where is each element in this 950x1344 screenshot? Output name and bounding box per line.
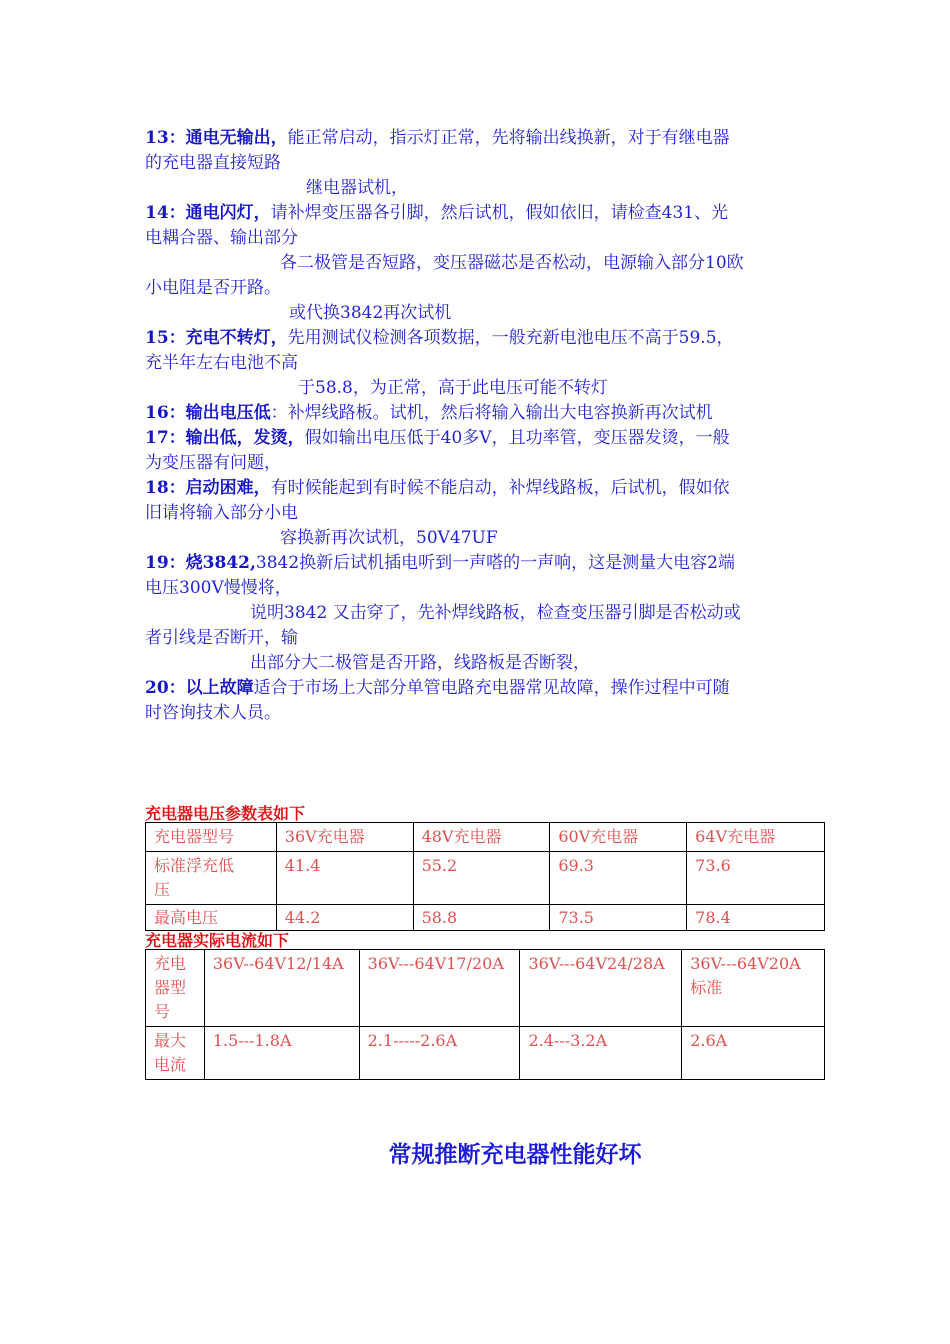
item-19-line-5: 出部分大二极管是否开路，线路板是否断裂， [250, 653, 590, 673]
table-cell: 36V--64V12/14A [204, 950, 359, 1027]
cell-line: 标准浮充低 [154, 856, 235, 875]
item-18-line-2: 旧请将输入部分小电 [145, 503, 298, 523]
table-cell: 最高电压 [146, 905, 277, 931]
item-19-line-2: 电压300V慢慢将， [145, 578, 292, 598]
item-14-text: 请补焊变压器各引脚，然后试机，假如依旧，请检查431、光 [270, 203, 729, 223]
item-16-label: 16：输出电压低 [145, 403, 271, 423]
table-row [146, 950, 825, 1027]
item-13-text: 能正常启动，指示灯正常，先将输出线换新，对于有继电器 [287, 128, 730, 148]
table-cell: 44.2 [276, 905, 413, 931]
table-row [146, 852, 825, 905]
table-cell: 58.8 [413, 905, 550, 931]
voltage-table [145, 822, 825, 931]
item-13-line-3: 继电器试机， [306, 178, 408, 198]
item-15-line-2: 充半年左右电池不高 [145, 353, 298, 373]
current-table [145, 949, 825, 1080]
table-cell [146, 852, 277, 905]
item-13-line-2: 的充电器直接短路 [145, 153, 281, 173]
table-cell: 48V充电器 [413, 823, 550, 852]
table-cell: 78.4 [687, 905, 825, 931]
item-18-text: 有时候能起到有时候不能启动，补焊线路板，后试机，假如依 [270, 478, 730, 498]
table-cell: 73.6 [687, 852, 825, 905]
item-19-line-4: 者引线是否断开，输 [145, 628, 298, 648]
item-19-line-1 [145, 551, 735, 575]
table1-title: 充电器电压参数表如下 [145, 804, 306, 823]
item-15-line-1 [145, 326, 734, 350]
item-14-line-1 [145, 201, 728, 225]
table-row [146, 1027, 825, 1080]
table-cell: 2.4---3.2A [520, 1027, 682, 1080]
item-17-line-2: 为变压器有问题， [145, 453, 281, 473]
item-16-text: ：补焊线路板。试机，然后将输入输出大电容换新再次试机 [270, 403, 713, 423]
item-17-text: 假如输出电压低于40多V，且功率管，变压器发烫，一般 [304, 428, 730, 448]
cell-line: 标准 [690, 978, 723, 997]
table-cell: 36V---64V17/20A [359, 950, 520, 1027]
item-20-line-1 [145, 676, 730, 700]
table-cell: 36V---64V24/28A [520, 950, 682, 1027]
table-cell: 2.6A [682, 1027, 825, 1080]
table-cell: 1.5---1.8A [204, 1027, 359, 1080]
item-20-label: 20：以上故障 [145, 678, 254, 698]
item-18-label: 18：启动困难， [145, 478, 271, 498]
cell-line: 最大 [154, 1031, 187, 1050]
item-13-line-1 [145, 126, 730, 150]
table-row [146, 905, 825, 931]
item-17-label: 17：输出低，发烫， [145, 428, 305, 448]
table2-title: 充电器实际电流如下 [145, 931, 290, 950]
item-19-text: 3842换新后试机插电听到一声嗒的一声响，这是测量大电容2端 [255, 553, 735, 573]
table-cell: 73.5 [550, 905, 687, 931]
table-cell [146, 1027, 205, 1080]
table-cell: 64V充电器 [687, 823, 825, 852]
cell-line: 压 [154, 880, 171, 899]
item-15-line-3: 于58.8，为正常，高于此电压可能不转灯 [298, 378, 608, 398]
table-cell [146, 950, 205, 1027]
cell-line: 充电 [154, 954, 187, 973]
table-cell: 充电器型号 [146, 823, 277, 852]
item-14-line-2: 电耦合器、输出部分 [145, 228, 298, 248]
table-cell: 60V充电器 [550, 823, 687, 852]
item-16-line-1 [145, 401, 713, 425]
item-14-label: 14：通电闪灯， [145, 203, 271, 223]
item-14-line-5: 或代换3842再次试机 [289, 303, 452, 323]
cell-line: 器型 [154, 978, 187, 997]
table-cell: 41.4 [276, 852, 413, 905]
item-18-line-1 [145, 476, 730, 500]
section-heading: 常规推断充电器性能好坏 [388, 1141, 642, 1168]
item-17-line-1 [145, 426, 730, 450]
cell-line: 电流 [154, 1055, 187, 1074]
item-19-line-3: 说明3842 又击穿了，先补焊线路板，检查变压器引脚是否松动或 [250, 603, 741, 623]
item-14-line-3: 各二极管是否短路，变压器磁芯是否松动，电源输入部分10欧 [280, 253, 744, 273]
table-cell: 55.2 [413, 852, 550, 905]
item-15-label: 15：充电不转灯， [145, 328, 288, 348]
item-20-text: 适合于市场上大部分单管电路充电器常见故障，操作过程中可随 [253, 678, 730, 698]
table-cell: 2.1-----2.6A [359, 1027, 520, 1080]
table-cell [682, 950, 825, 1027]
table-cell: 36V充电器 [276, 823, 413, 852]
item-13-label: 13：通电无输出， [145, 128, 288, 148]
item-14-line-4: 小电阻是否开路。 [145, 278, 281, 298]
table-row [146, 823, 825, 852]
cell-line: 号 [154, 1002, 171, 1021]
table-cell: 69.3 [550, 852, 687, 905]
cell-line: 36V---64V20A [690, 954, 801, 973]
item-15-text: 先用测试仪检测各项数据，一般充新电池电压不高于59.5， [287, 328, 734, 348]
item-19-label: 19：烧3842, [145, 553, 256, 573]
item-18-line-3: 容换新再次试机，50V47UF [280, 528, 498, 548]
item-20-line-2: 时咨询技术人员。 [145, 703, 281, 723]
